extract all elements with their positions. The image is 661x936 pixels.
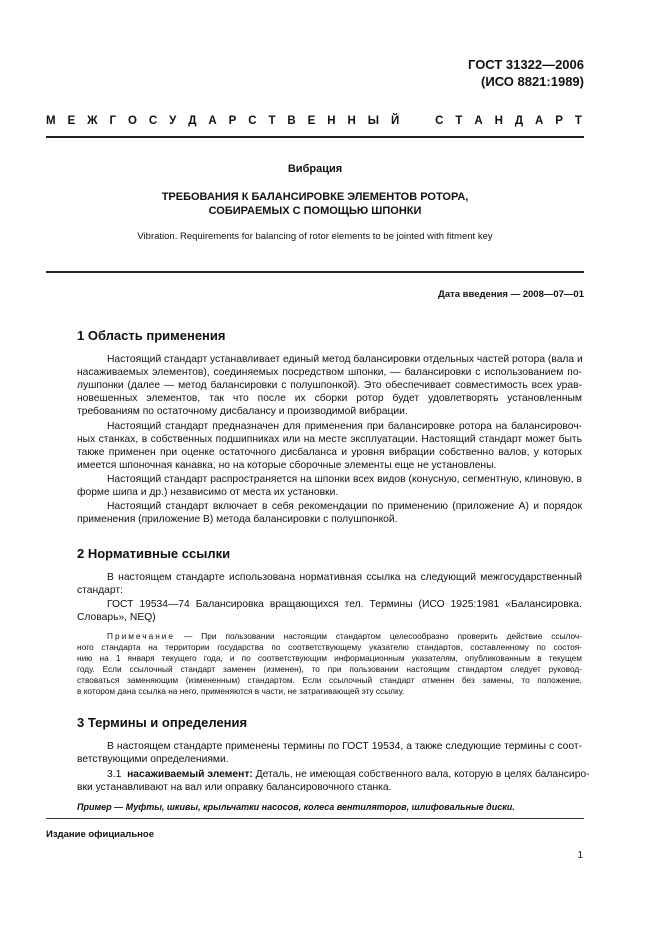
banner-letter: Р	[555, 115, 563, 127]
section-1-paragraph-3	[77, 473, 582, 499]
section-1-paragraph-1	[77, 353, 582, 418]
banner-letter: Д	[188, 115, 197, 127]
header-rule	[46, 136, 584, 138]
paragraph-line: требованиям по остаточному дисбалансу и производимой вибрации.	[77, 406, 408, 417]
document-title	[46, 190, 584, 218]
banner-letter: Т	[268, 115, 276, 127]
section-3-paragraph-1	[77, 740, 582, 766]
paragraph-line: Настоящий стандарт устанавливает единый метод балансировки отдельных частей ротора (вала и	[107, 354, 583, 365]
standard-code: ГОСТ 31322—2006	[468, 57, 584, 72]
paragraph-line: Настоящий стандарт предназначен для применения при балансировке ротора на балансировоч-	[107, 421, 582, 432]
standard-number	[468, 56, 584, 90]
section-2-heading: 2 Нормативные ссылки	[77, 546, 231, 561]
section-1-heading: 1 Область применения	[77, 328, 226, 343]
note-text-0: — При пользовании настоящим стандартом целесообразно проверить действие ссылоч-	[175, 631, 582, 641]
term-line-1	[77, 768, 590, 781]
title-line-1: ТРЕБОВАНИЯ К БАЛАНСИРОВКЕ ЭЛЕМЕНТОВ РОТОРА,	[161, 191, 469, 203]
term-definition-1: Деталь, не имеющая собственного вала, которую в целях балансиро-	[252, 769, 590, 780]
term-definition	[77, 768, 590, 794]
page-number: 1	[577, 850, 583, 861]
banner-letter: Е	[67, 115, 76, 127]
banner-letter: С	[148, 115, 158, 127]
footer-rule	[46, 818, 584, 819]
example-text: Пример — Муфты, шкивы, крыльчатки насосов, колеса вентиляторов, шлифовальные диски.	[77, 802, 515, 812]
term-number: 3.1	[107, 769, 122, 780]
paragraph-line: имеется шпоночная канавка, но на которые сборочные элементы еще не установлены.	[77, 460, 497, 471]
term-line-2: вки устанавливают на вал или оправку балансировочного станка.	[77, 782, 392, 793]
banner-letter: Н	[347, 115, 356, 127]
paragraph-line: новешенных элементов, так что после их сборки ротор будет удовлетворять установленным	[77, 393, 582, 404]
banner-letter: В	[287, 115, 296, 127]
banner-letter: Т	[574, 115, 582, 127]
paragraph-line: насаживаемых элементов), соединяемых посредством шпонки, — балансировки с использованием по-	[77, 367, 582, 378]
banner-letter: А	[534, 115, 544, 127]
note-line	[77, 631, 582, 642]
paragraph-line: Настоящий стандарт распространяется на шпонки всех видов (конусную, сегментную, клиновую, в	[107, 474, 582, 485]
banner-letter: С	[248, 115, 257, 127]
term-name: насаживаемый элемент:	[127, 769, 253, 780]
paragraph-line: форме шипа и др.) независимо от места их установки.	[77, 487, 339, 498]
paragraph-line: также применен при оценке остаточного дисбаланса и уровня вибрации собственно валов, у которых	[77, 447, 582, 458]
note-line: ного стандарта на территории государства по соответствующему указателю стандартов, составленному по состоя-	[77, 642, 582, 652]
section-2-paragraph-1	[77, 571, 582, 597]
interstate-standard-banner	[46, 115, 582, 127]
banner-row	[46, 115, 582, 127]
banner-letter: Ж	[87, 115, 98, 127]
note-line: году. Если ссылочный стандарт заменен (изменен), то при пользовании настоящим стандартом следует руковод-	[77, 664, 582, 674]
paragraph-line: В настоящем стандарте использована нормативная ссылка на следующий межгосударственный	[107, 572, 582, 583]
paragraph-line: лушпонки (далее — метод балансировки с полушпонкой). Это обеспечивает совместимость всех урав-	[77, 380, 582, 391]
paragraph-line: В настоящем стандарте применены термины по ГОСТ 19534, а также следующие термины с соот-	[107, 741, 582, 752]
iso-code: (ИСО 8821:1989)	[481, 74, 584, 89]
introduction-date: Дата введения — 2008—07—01	[438, 289, 584, 300]
banner-letter: Д	[514, 115, 524, 127]
paragraph-line: ветствующими определениями.	[77, 754, 229, 765]
banner-letter: Т	[455, 115, 463, 127]
paragraph-line: Настоящий стандарт включает в себя рекомендации по применению (приложение А) и порядок	[107, 501, 582, 512]
note-line: в котором дана ссылка на него, применяются в части, не затрагивающей эту ссылку.	[77, 686, 405, 696]
official-edition: Издание официальное	[46, 829, 154, 840]
section-1-paragraph-4	[77, 500, 582, 526]
banner-letter: У	[169, 115, 177, 127]
banner-letter: Н	[327, 115, 336, 127]
banner-letter: М	[46, 115, 56, 127]
english-title: Vibration. Requirements for balancing of rotor elements to be jointed with fitment key	[137, 231, 493, 242]
paragraph-line: ГОСТ 19534—74 Балансировка вращающихся тел. Термины (ИСО 1925:1981 «Балансировка.	[107, 599, 582, 610]
banner-letter: А	[208, 115, 217, 127]
banner-letter: Н	[494, 115, 503, 127]
section-2-paragraph-2	[77, 598, 582, 624]
section-3-heading: 3 Термины и определения	[77, 715, 248, 730]
paragraph-line: ных станках, в собственных подшипниках или на месте эксплуатации. Настоящий стандарт может быть	[77, 434, 582, 445]
note-line: ствоваться заменяющим (измененным) стандартом. Если ссылочный стандарт отменен без замены, то положение,	[77, 675, 582, 685]
section-1-paragraph-2	[77, 420, 582, 472]
banner-gap	[411, 115, 423, 127]
note-label: Примечание	[107, 631, 176, 641]
title-subject: Вибрация	[287, 163, 343, 175]
banner-letter: Е	[307, 115, 316, 127]
banner-letter: Р	[228, 115, 237, 127]
paragraph-line: Словарь», NEQ)	[77, 612, 156, 623]
note-line: нию на 1 января текущего года, и по соответствующим информационным указателям, опубликованным в текущем	[77, 653, 582, 663]
banner-letter: С	[435, 115, 444, 127]
banner-letter: Ы	[367, 115, 380, 127]
banner-letter: Й	[390, 115, 400, 127]
banner-letter: О	[127, 115, 137, 127]
paragraph-line: стандарт:	[77, 585, 123, 596]
title-rule	[46, 271, 584, 273]
note-block	[77, 631, 582, 697]
title-line-2: СОБИРАЕМЫХ С ПОМОЩЬЮ ШПОНКИ	[208, 205, 422, 217]
paragraph-line: применения (приложение В) метода балансировки с полушпонкой.	[77, 514, 398, 525]
banner-letter: А	[474, 115, 483, 127]
banner-letter: Г	[109, 115, 117, 127]
